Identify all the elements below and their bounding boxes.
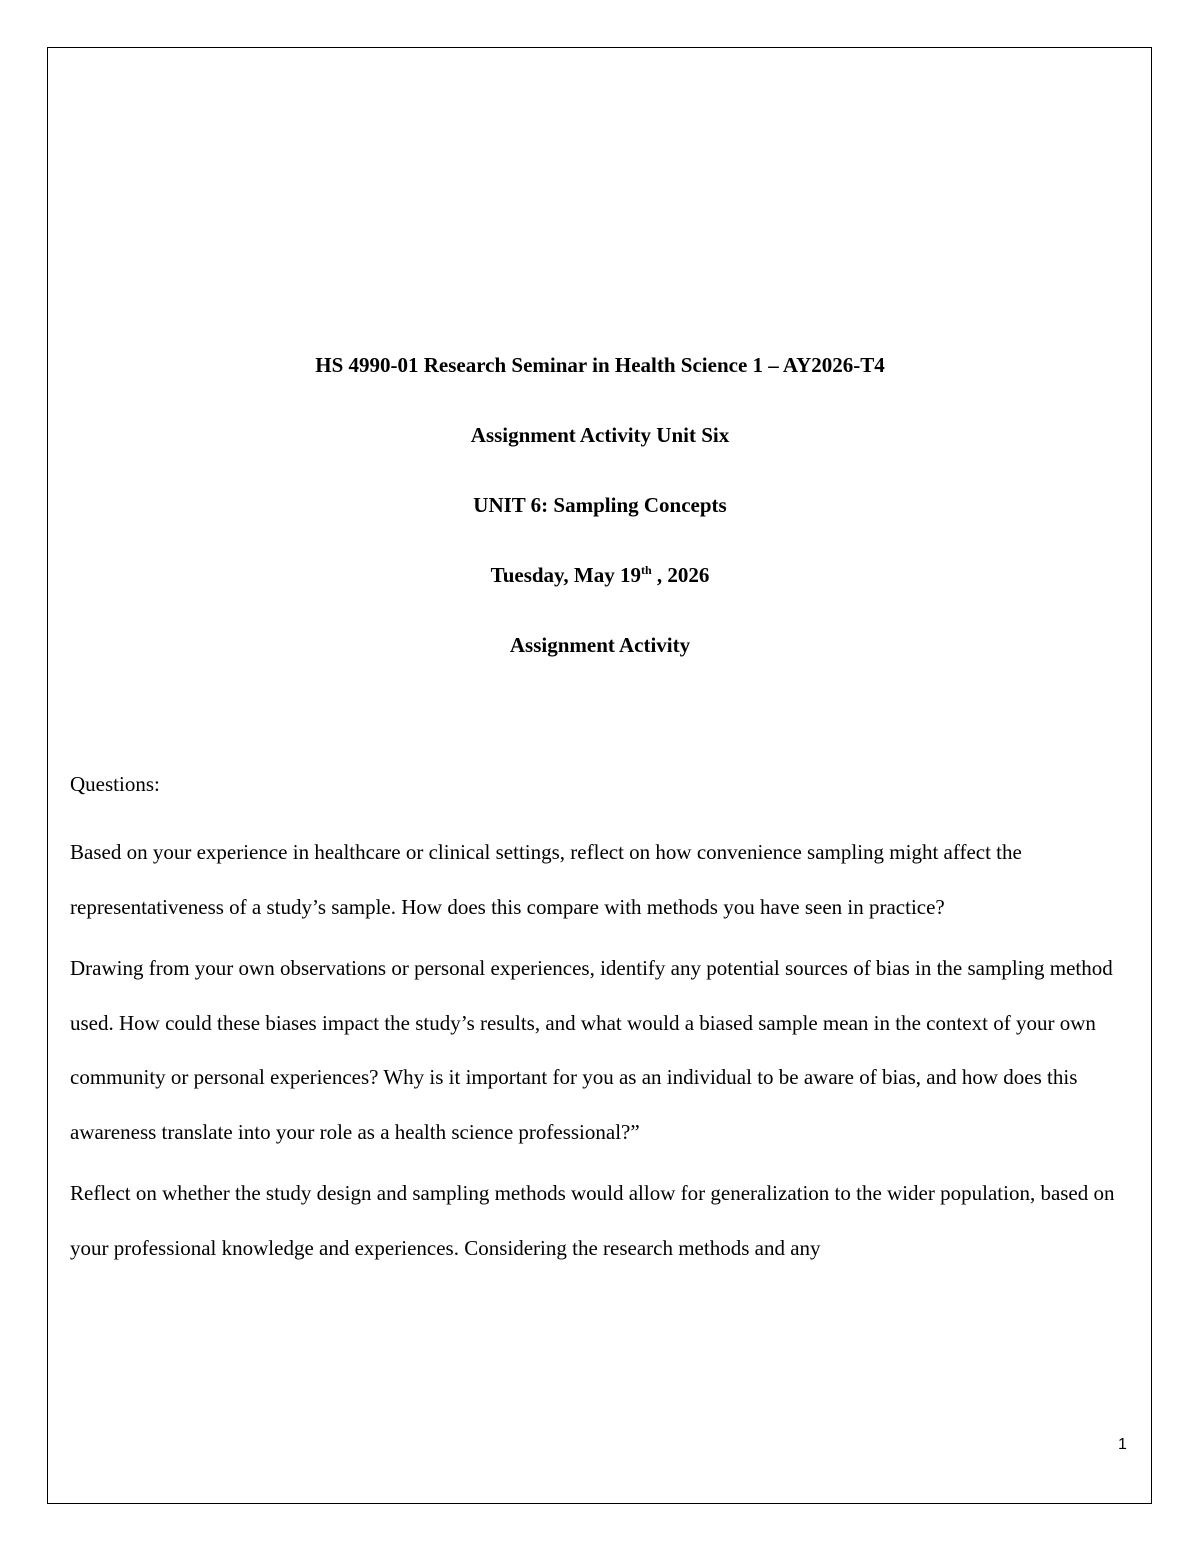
paragraph-1: Based on your experience in healthcare or clinical settings, reflect on how convenience sampling might affect the representativeness of a study’s sample. How does this compare with methods you have seen in practice? [70,840,1022,919]
date-line [0,565,1200,586]
body-text [70,825,1140,1275]
date-superscript: th [640,563,652,577]
course-title: HS 4990-01 Research Seminar in Health Science 1 – AY2026-T4 [315,353,885,377]
paragraph-3: Reflect on whether the study design and sampling methods would allow for generalization to the wider population, based on your professional knowledge and experiences. Considering the research methods and any [70,1181,1115,1260]
section-heading: Assignment Activity [509,633,691,657]
page-number: 1 [1118,1436,1127,1453]
date-prefix: Tuesday, May 19 [490,563,641,587]
assignment-title: Assignment Activity Unit Six [470,423,730,447]
page-border [47,47,1152,1504]
paragraph-2: Drawing from your own observations or personal experiences, identify any potential sources of bias in the sampling method used. How could these biases impact the study’s results, and what would a biased sample mean in the context of your own community or personal experiences? Why is it important for you as an individual to be aware of bias, and how does this awareness translate into your role as a health science professional?” [70,956,1113,1144]
date-suffix: , 2026 [651,563,710,587]
questions-label: Questions: [70,772,160,796]
unit-title: UNIT 6: Sampling Concepts [473,493,727,517]
